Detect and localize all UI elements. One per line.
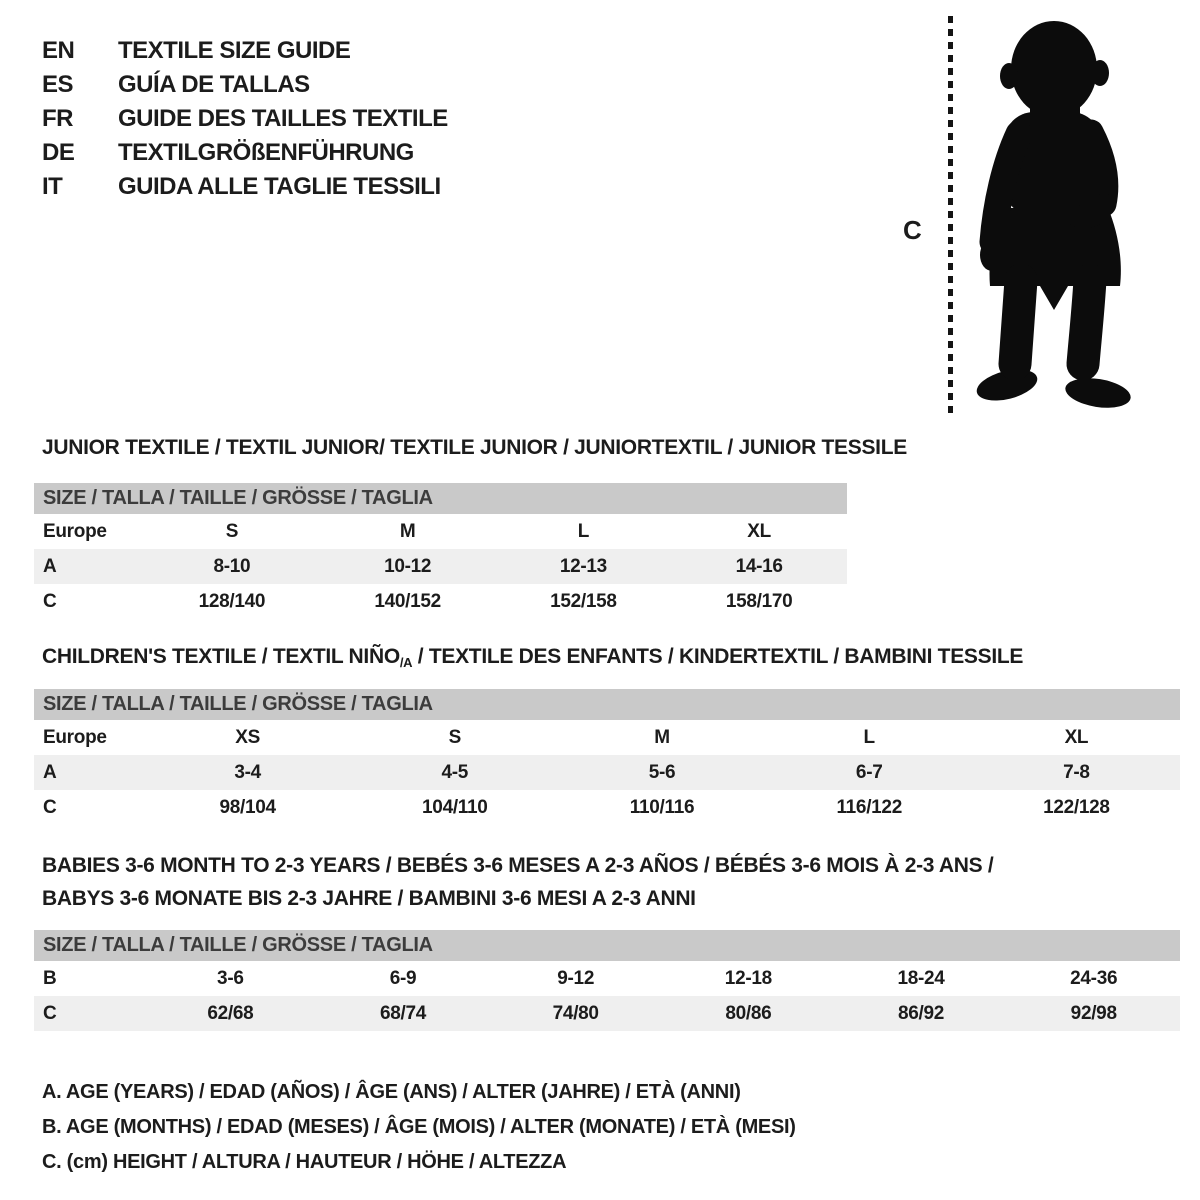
height-measure-label: C bbox=[903, 215, 922, 245]
legend bbox=[42, 1075, 796, 1180]
row-label: Europe bbox=[43, 726, 107, 748]
table-cell: 86/92 bbox=[898, 1002, 945, 1024]
table-cell: 62/68 bbox=[207, 1002, 254, 1024]
table-row bbox=[34, 961, 1180, 996]
table-cell: S bbox=[225, 520, 239, 542]
lang-code: EN bbox=[42, 37, 75, 64]
section-title-babies-line2: BABYS 3-6 MONATE BIS 2-3 JAHRE / BAMBINI 3-6 MESI A 2-3 ANNI bbox=[42, 887, 696, 910]
table-cell: 8-10 bbox=[213, 555, 251, 577]
table-cell: 12-18 bbox=[724, 967, 772, 989]
table-cell: XL bbox=[747, 520, 771, 542]
babies-size-table bbox=[34, 930, 1180, 1031]
table-row bbox=[34, 755, 1180, 790]
table-cell: 7-8 bbox=[1063, 761, 1090, 783]
table-cell: XS bbox=[235, 726, 260, 748]
table-cell: 116/122 bbox=[836, 796, 902, 818]
table-cell: 14-16 bbox=[735, 555, 783, 577]
lang-title: GUIDA ALLE TAGLIE TESSILI bbox=[118, 173, 441, 200]
table-row bbox=[34, 720, 1180, 755]
row-label: Europe bbox=[43, 520, 107, 542]
legend-line-b: B. AGE (MONTHS) / EDAD (MESES) / ÂGE (MOIS) / ALTER (MONATE) / ETÀ (MESI) bbox=[42, 1116, 796, 1138]
title-part: / TEXTILE DES ENFANTS / KINDERTEXTIL / BAMBINI TESSILE bbox=[412, 645, 1024, 668]
lang-row-en bbox=[42, 34, 448, 68]
table-cell: XL bbox=[1064, 726, 1089, 748]
legend-line-a: A. AGE (YEARS) / EDAD (AÑOS) / ÂGE (ANS) / ALTER (JAHRE) / ETÀ (ANNI) bbox=[42, 1081, 741, 1103]
lang-row-it bbox=[42, 170, 448, 204]
row-label: C bbox=[43, 796, 57, 818]
row-label: C bbox=[43, 1002, 57, 1024]
table-cell: M bbox=[654, 726, 670, 748]
table-cell: 98/104 bbox=[219, 796, 276, 818]
legend-line-c: C. (cm) HEIGHT / ALTURA / HAUTEUR / HÖHE / ALTEZZA bbox=[42, 1151, 567, 1173]
table-cell: 6-7 bbox=[855, 761, 883, 783]
table-cell: 3-4 bbox=[234, 761, 261, 783]
table-cell: 110/116 bbox=[629, 796, 695, 818]
row-label: C bbox=[43, 590, 57, 612]
toddler-silhouette-icon bbox=[962, 12, 1147, 422]
table-row bbox=[34, 584, 847, 619]
title-part: CHILDREN'S TEXTILE / TEXTIL NIÑO bbox=[42, 645, 400, 668]
table-cell: 122/128 bbox=[1043, 796, 1110, 818]
lang-title: GUÍA DE TALLAS bbox=[118, 71, 310, 98]
table-cell: 12-13 bbox=[559, 555, 607, 577]
lang-row-es bbox=[42, 68, 448, 102]
lang-row-de bbox=[42, 136, 448, 170]
table-row bbox=[34, 996, 1180, 1031]
table-row bbox=[34, 514, 847, 549]
table-cell: 5-6 bbox=[648, 761, 676, 783]
children-size-table bbox=[34, 689, 1180, 825]
row-label: A bbox=[43, 761, 57, 783]
table-cell: 4-5 bbox=[441, 761, 469, 783]
table-cell: 3-6 bbox=[217, 967, 244, 989]
table-row bbox=[34, 549, 847, 584]
section-title-junior: JUNIOR TEXTILE / TEXTIL JUNIOR/ TEXTILE JUNIOR / JUNIORTEXTIL / JUNIOR TESSILE bbox=[42, 436, 907, 459]
table-cell: M bbox=[399, 520, 416, 542]
lang-code: FR bbox=[42, 105, 73, 132]
lang-title: TEXTILE SIZE GUIDE bbox=[118, 37, 351, 64]
row-label: A bbox=[43, 555, 57, 577]
table-header: SIZE / TALLA / TAILLE / GRÖSSE / TAGLIA bbox=[34, 689, 1180, 720]
section-title-babies-line1: BABIES 3-6 MONTH TO 2-3 YEARS / BEBÉS 3-6 MESES A 2-3 AÑOS / BÉBÉS 3-6 MOIS À 2-3 ANS / bbox=[42, 854, 994, 877]
lang-title: GUIDE DES TAILLES TEXTILE bbox=[118, 105, 448, 132]
table-cell: 9-12 bbox=[557, 967, 595, 989]
table-cell: 74/80 bbox=[552, 1002, 599, 1024]
table-cell: L bbox=[577, 520, 590, 542]
lang-title: TEXTILGRÖßENFÜHRUNG bbox=[118, 139, 414, 166]
junior-size-table bbox=[34, 483, 847, 619]
height-dashed-line bbox=[948, 16, 953, 416]
section-title-children bbox=[42, 645, 1023, 670]
table-cell: L bbox=[863, 726, 875, 748]
lang-code: ES bbox=[42, 71, 74, 98]
table-cell: 18-24 bbox=[897, 967, 945, 989]
table-cell: 158/170 bbox=[725, 590, 793, 612]
table-cell: 104/110 bbox=[422, 796, 488, 818]
table-cell: 140/152 bbox=[374, 590, 441, 612]
table-cell: 92/98 bbox=[1070, 1002, 1117, 1024]
table-cell: 128/140 bbox=[198, 590, 266, 612]
lang-code: DE bbox=[42, 139, 75, 166]
table-cell: 68/74 bbox=[379, 1002, 427, 1024]
lang-code: IT bbox=[42, 173, 63, 200]
title-subscript: /A bbox=[399, 655, 413, 670]
table-cell: 152/158 bbox=[550, 590, 617, 612]
lang-row-fr bbox=[42, 102, 448, 136]
table-cell: 6-9 bbox=[389, 967, 417, 989]
table-cell: S bbox=[448, 726, 461, 748]
row-label: B bbox=[43, 967, 57, 989]
table-header: SIZE / TALLA / TAILLE / GRÖSSE / TAGLIA bbox=[34, 930, 1180, 961]
table-cell: 80/86 bbox=[725, 1002, 772, 1024]
table-cell: 10-12 bbox=[384, 555, 432, 577]
table-cell: 24-36 bbox=[1070, 967, 1118, 989]
language-header bbox=[42, 34, 448, 204]
table-header: SIZE / TALLA / TAILLE / GRÖSSE / TAGLIA bbox=[34, 483, 847, 514]
table-row bbox=[34, 790, 1180, 825]
